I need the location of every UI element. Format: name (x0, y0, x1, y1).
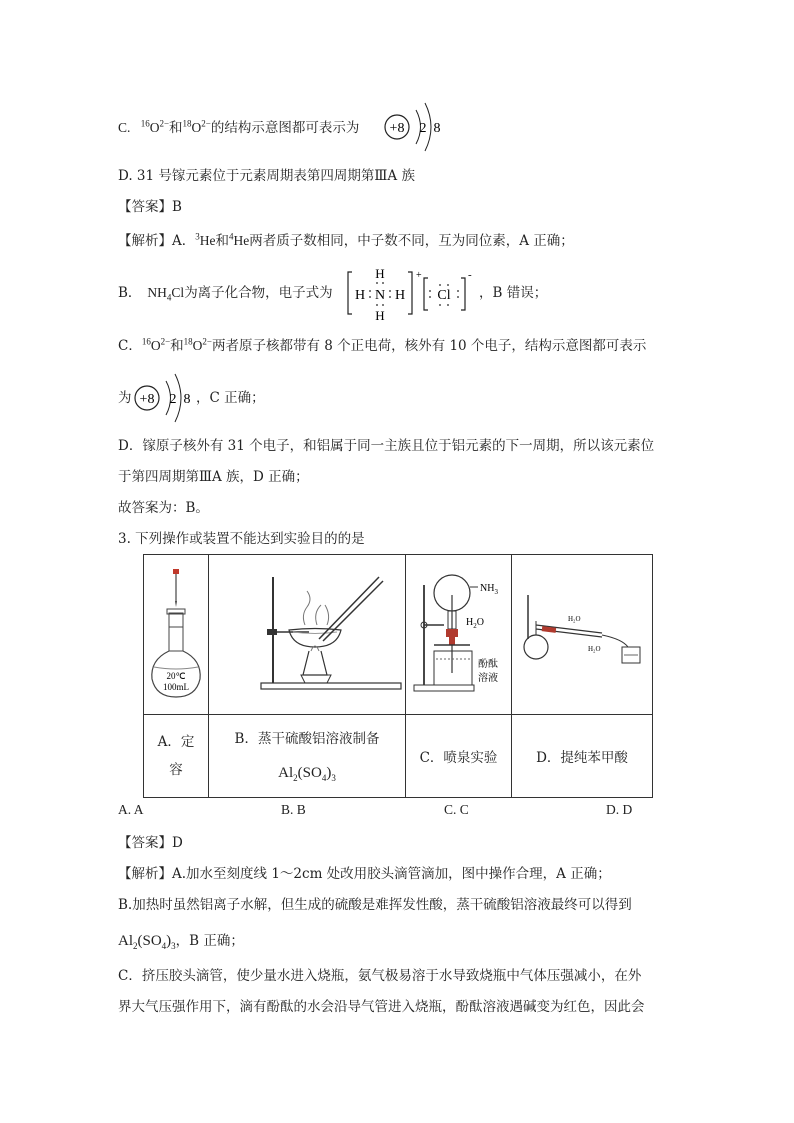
svg-text:溶液: 溶液 (478, 673, 498, 684)
nucleus-charge: +8 (389, 121, 405, 136)
label-nh3: $NH_3$ (480, 583, 498, 596)
conclusion: 故答案为：B。 (118, 500, 209, 516)
analysis-c-line2-prefix: 为 (118, 390, 132, 406)
svg-text:H: H (394, 288, 406, 303)
svg-text:+8: +8 (139, 392, 155, 407)
svg-text:H₂O: H₂O (568, 615, 581, 623)
oxygen-ion-structure-diagram-2 (133, 370, 195, 426)
choice-b[interactable]: B. B (281, 802, 306, 817)
ammonium-chloride-electron-formula (344, 264, 476, 322)
explanation-a: 【解析】A.加水至刻度线 1～2cm 处改用胶头滴管滴加，图中操作合理，A 正确； (118, 866, 611, 882)
analysis-d-line2: 于第四周期第ⅢA 族，D 正确； (118, 469, 309, 485)
explanation-c-line2: 界大气压强作用下，滴有酚酞的水会沿导气管进入烧瓶，酚酞溶液遇碱变为红色，因此会 (118, 999, 645, 1015)
analysis-c: C．$^{16}O^{2-}$和$^{18}O^{2-}$两者原子核都带有 8 个正电荷，核外有 10 个电子，结构示意图都可表示 (118, 336, 647, 354)
analysis-b: B． $NH_4Cl$为离子化合物，电子式为 (118, 285, 333, 303)
experiment-table (143, 554, 653, 798)
label-h2o: $H_2O$ (466, 617, 484, 630)
label-a: A．定 容 (144, 715, 209, 798)
svg-text:H: H (375, 308, 385, 322)
svg-text:N: N (374, 288, 386, 303)
question3-stem: 3. 下列操作或装置不能达到实验目的的是 (118, 531, 365, 547)
svg-text:100mL: 100mL (163, 682, 189, 692)
svg-text:20℃: 20℃ (166, 671, 186, 681)
label-d: D．提纯苯甲酸 (512, 715, 653, 798)
oxygen-ion-structure-diagram (383, 98, 445, 156)
choice-d[interactable]: D. D (606, 802, 633, 817)
shell-1-count: 2 (419, 121, 427, 136)
answer-label-1: 【答案】B (118, 199, 182, 215)
question2-option-c: C. $^{16}O^{2-}$和$^{18}O^{2-}$的结构示意图都可表示为 (118, 118, 360, 136)
choice-a[interactable]: A. A (118, 802, 144, 817)
analysis-b-tail: ，B 错误； (479, 285, 548, 301)
answer-label-2: 【答案】D (118, 835, 183, 851)
svg-text:-: - (468, 269, 472, 281)
analysis-a: 【解析】A．$^3$He和$^4$He两者质子数相同，中子数不同，互为同位素，A 正确； (118, 231, 574, 249)
figure-a-volumetric-flask (144, 555, 209, 715)
figure-c-fountain (406, 555, 512, 715)
explanation-b-line2: $Al_2(SO_4)_3$，B 正确； (118, 933, 244, 951)
svg-text:Cl: Cl (437, 288, 451, 303)
choice-c[interactable]: C. C (444, 802, 469, 817)
svg-text:+: + (416, 270, 422, 281)
question2-option-d: D. 31 号镓元素位于元素周期表第四周期第ⅢA 族 (118, 168, 415, 184)
label-c: C．喷泉实验 (406, 715, 512, 798)
svg-text:H: H (354, 288, 366, 303)
figure-d-distillation (512, 555, 653, 715)
svg-text:H₂O: H₂O (588, 645, 601, 653)
label-b: B．蒸干硫酸铝溶液制备 $Al_2(SO_4)_3$ (209, 715, 406, 798)
svg-text:2: 2 (169, 392, 177, 407)
explanation-b-line1: B.加热时虽然铝离子水解，但生成的硫酸是难挥发性酸，蒸干硫酸铝溶液最终可以得到 (118, 897, 632, 913)
svg-text:酚酞: 酚酞 (478, 659, 498, 670)
analysis-c-tail: ，C 正确； (196, 390, 265, 406)
svg-text:H: H (375, 266, 385, 281)
shell-2-count: 8 (433, 121, 441, 136)
analysis-d-line1: D．镓原子核外有 31 个电子，和铝属于同一主族且位于铝元素的下一周期，所以该元素位 (118, 438, 655, 454)
explanation-c-line1: C．挤压胶头滴管，使少量水进入烧瓶，氨气极易溶于水导致烧瓶中气体压强减小，在外 (118, 968, 642, 984)
svg-text:8: 8 (183, 392, 191, 407)
figure-b-evaporation (209, 555, 406, 715)
